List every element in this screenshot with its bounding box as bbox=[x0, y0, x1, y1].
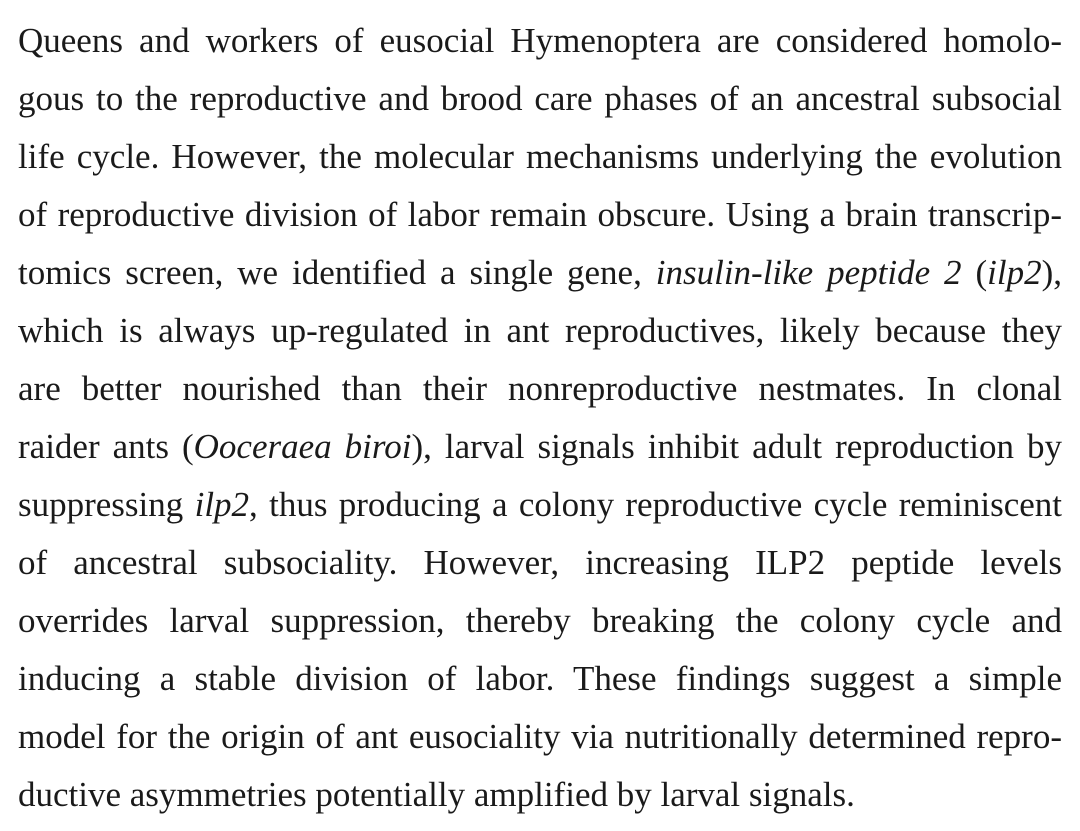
text-span: Queens and workers of eusocial Hymenoptera are considered homolo- bbox=[18, 21, 1062, 60]
text-span: suppressing bbox=[18, 485, 195, 524]
text-span: ductive asymmetries potentially amplified by larval signals. bbox=[18, 775, 855, 814]
abstract-paragraph bbox=[18, 12, 1062, 824]
gene-symbol-italic: ilp2 bbox=[194, 485, 250, 524]
text-span: overrides larval suppression, thereby breaking the colony cycle and bbox=[18, 601, 1062, 640]
text-line bbox=[18, 418, 1062, 476]
text-line bbox=[18, 244, 1062, 302]
gene-name-italic: insulin-like peptide 2 bbox=[655, 253, 962, 292]
text-span: inducing a stable division of labor. These findings suggest a simple bbox=[18, 659, 1062, 698]
text-line bbox=[18, 360, 1062, 418]
text-line bbox=[18, 186, 1062, 244]
text-line bbox=[18, 476, 1062, 534]
text-span: raider ants ( bbox=[18, 427, 194, 466]
text-span: are better nourished than their nonreproductive nestmates. In clonal bbox=[18, 369, 1062, 408]
text-span: ), larval signals inhibit adult reproduction by bbox=[411, 427, 1062, 466]
text-span: ( bbox=[961, 253, 988, 292]
text-span: tomics screen, we identified a single gene, bbox=[18, 253, 656, 292]
text-line bbox=[18, 12, 1062, 70]
text-span: of ancestral subsociality. However, increasing ILP2 peptide levels bbox=[18, 543, 1062, 582]
text-span: ), bbox=[1041, 253, 1062, 292]
text-line bbox=[18, 302, 1062, 360]
text-span: of reproductive division of labor remain obscure. Using a brain transcrip- bbox=[18, 195, 1062, 234]
text-line bbox=[18, 534, 1062, 592]
text-span: , thus producing a colony reproductive cycle reminiscent bbox=[249, 485, 1062, 524]
text-span: which is always up-regulated in ant reproductives, likely because they bbox=[18, 311, 1062, 350]
text-line bbox=[18, 128, 1062, 186]
text-line bbox=[18, 70, 1062, 128]
text-span: gous to the reproductive and brood care phases of an ancestral subsocial bbox=[18, 79, 1062, 118]
text-line bbox=[18, 766, 1062, 824]
gene-symbol-italic: ilp2 bbox=[987, 253, 1042, 292]
text-line bbox=[18, 708, 1062, 766]
text-line bbox=[18, 650, 1062, 708]
text-line bbox=[18, 592, 1062, 650]
text-span: life cycle. However, the molecular mechanisms underlying the evolution bbox=[18, 137, 1062, 176]
species-name-italic: Ooceraea biroi bbox=[193, 427, 412, 466]
text-span: model for the origin of ant eusociality via nutritionally determined repro- bbox=[18, 717, 1062, 756]
